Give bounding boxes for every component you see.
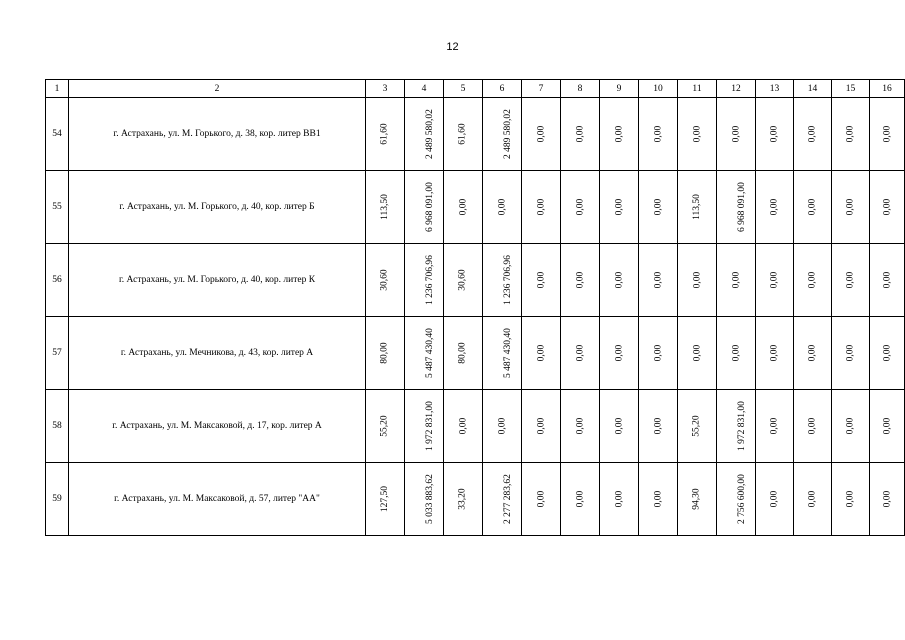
value-text: 0,00 [458, 417, 468, 435]
value-cell [366, 244, 405, 317]
table-row [46, 98, 905, 171]
value-text: 30,60 [458, 269, 468, 291]
value-cell [678, 390, 717, 463]
value-text: 0,00 [845, 125, 856, 143]
value-cell [717, 463, 756, 536]
value-cell [794, 463, 832, 536]
value-cell [756, 171, 794, 244]
value-text: 127,50 [380, 485, 390, 513]
value-text: 0,00 [536, 125, 546, 143]
column-header: 11 [678, 80, 717, 98]
value-text: 0,00 [882, 344, 892, 362]
value-cell [522, 317, 561, 390]
value-text: 0,00 [769, 490, 780, 508]
value-text: 0,00 [536, 198, 546, 216]
value-text: 0,00 [653, 417, 663, 435]
value-text: 0,00 [807, 271, 818, 289]
value-text: 1 972 831,00 [736, 401, 747, 451]
column-header: 9 [600, 80, 639, 98]
value-cell [832, 390, 870, 463]
column-header: 1 [46, 80, 69, 98]
value-text: 6 968 091,00 [736, 182, 747, 232]
value-text: 0,00 [614, 417, 624, 435]
value-cell [756, 244, 794, 317]
value-text: 80,00 [458, 342, 468, 364]
value-text: 6 968 091,00 [424, 182, 435, 232]
value-cell [600, 171, 639, 244]
column-header: 8 [561, 80, 600, 98]
value-cell [717, 317, 756, 390]
value-text: 0,00 [536, 344, 546, 362]
value-cell [405, 98, 444, 171]
value-cell [832, 317, 870, 390]
value-cell [366, 463, 405, 536]
value-cell [600, 244, 639, 317]
value-cell [444, 98, 483, 171]
value-text: 0,00 [575, 271, 585, 289]
value-cell [483, 463, 522, 536]
value-cell [639, 463, 678, 536]
table-row [46, 244, 905, 317]
value-text: 0,00 [614, 125, 624, 143]
value-cell [561, 390, 600, 463]
value-cell [756, 98, 794, 171]
value-text: 0,00 [769, 417, 780, 435]
value-text: 0,00 [575, 490, 585, 508]
value-text: 0,00 [497, 198, 507, 216]
value-text: 1 236 706,96 [424, 255, 435, 305]
address-cell: г. Астрахань, ул. М. Горького, д. 40, кор. литер К [69, 244, 366, 317]
value-text: 0,00 [614, 490, 624, 508]
value-text: 61,60 [458, 123, 468, 145]
value-text: 0,00 [845, 490, 856, 508]
value-text: 0,00 [731, 125, 741, 143]
value-text: 0,00 [882, 490, 892, 508]
column-header: 12 [717, 80, 756, 98]
address-cell: г. Астрахань, ул. М. Максаковой, д. 17, кор. литер А [69, 390, 366, 463]
value-text: 55,20 [692, 415, 702, 437]
value-text: 0,00 [614, 271, 624, 289]
value-cell [794, 171, 832, 244]
table-row [46, 317, 905, 390]
value-cell [870, 171, 905, 244]
value-text: 0,00 [575, 198, 585, 216]
address-cell: г. Астрахань, ул. М. Горького, д. 38, кор. литер ВВ1 [69, 98, 366, 171]
value-text: 0,00 [536, 490, 546, 508]
column-header: 2 [69, 80, 366, 98]
value-cell [794, 390, 832, 463]
value-cell [717, 244, 756, 317]
value-text: 0,00 [769, 198, 780, 216]
value-text: 2 489 580,02 [502, 109, 513, 159]
value-cell [832, 98, 870, 171]
column-header: 15 [832, 80, 870, 98]
value-cell [870, 390, 905, 463]
address-cell: г. Астрахань, ул. Мечникова, д. 43, кор. литер А [69, 317, 366, 390]
column-header: 3 [366, 80, 405, 98]
value-text: 0,00 [807, 417, 818, 435]
value-text: 0,00 [575, 344, 585, 362]
row-number: 57 [46, 317, 69, 390]
value-cell [678, 98, 717, 171]
value-cell [678, 244, 717, 317]
value-cell [366, 171, 405, 244]
value-cell [639, 317, 678, 390]
column-header: 14 [794, 80, 832, 98]
value-cell [483, 317, 522, 390]
value-text: 0,00 [882, 125, 892, 143]
value-cell [870, 463, 905, 536]
value-cell [600, 463, 639, 536]
value-text: 0,00 [882, 271, 892, 289]
value-text: 0,00 [882, 198, 892, 216]
value-cell [756, 463, 794, 536]
column-header: 10 [639, 80, 678, 98]
value-text: 0,00 [692, 344, 702, 362]
value-cell [832, 463, 870, 536]
value-text: 2 489 580,02 [424, 109, 435, 159]
row-number: 59 [46, 463, 69, 536]
column-header: 7 [522, 80, 561, 98]
value-cell [600, 390, 639, 463]
column-header: 13 [756, 80, 794, 98]
value-cell [678, 463, 717, 536]
value-cell [639, 98, 678, 171]
value-text: 94,30 [692, 488, 702, 510]
value-cell [483, 244, 522, 317]
value-text: 0,00 [845, 344, 856, 362]
value-text: 0,00 [575, 417, 585, 435]
value-cell [444, 463, 483, 536]
value-cell [483, 390, 522, 463]
value-cell [756, 390, 794, 463]
value-text: 0,00 [653, 198, 663, 216]
value-text: 0,00 [653, 125, 663, 143]
value-text: 0,00 [692, 271, 702, 289]
value-cell [366, 98, 405, 171]
value-cell [561, 98, 600, 171]
row-number: 55 [46, 171, 69, 244]
value-text: 0,00 [769, 344, 780, 362]
row-number: 56 [46, 244, 69, 317]
value-cell [832, 171, 870, 244]
value-cell [366, 390, 405, 463]
value-cell [678, 317, 717, 390]
row-number: 54 [46, 98, 69, 171]
value-cell [639, 390, 678, 463]
value-text: 0,00 [536, 417, 546, 435]
value-text: 0,00 [769, 271, 780, 289]
value-text: 0,00 [845, 198, 856, 216]
value-cell [522, 244, 561, 317]
column-number-row [46, 80, 905, 98]
value-cell [522, 463, 561, 536]
value-text: 80,00 [380, 342, 390, 364]
value-text: 5 487 430,40 [502, 328, 513, 378]
value-cell [405, 244, 444, 317]
value-text: 0,00 [882, 417, 892, 435]
table-row [46, 463, 905, 536]
value-cell [717, 171, 756, 244]
column-header: 5 [444, 80, 483, 98]
value-cell [444, 390, 483, 463]
value-cell [639, 244, 678, 317]
value-text: 5 487 430,40 [424, 328, 435, 378]
value-cell [870, 244, 905, 317]
value-text: 0,00 [807, 125, 818, 143]
value-text: 5 033 883,62 [424, 474, 435, 524]
value-cell [522, 171, 561, 244]
value-cell [870, 317, 905, 390]
value-cell [561, 244, 600, 317]
column-header: 4 [405, 80, 444, 98]
value-text: 0,00 [807, 490, 818, 508]
value-cell [717, 390, 756, 463]
value-cell [483, 98, 522, 171]
value-cell [522, 390, 561, 463]
value-text: 30,60 [380, 269, 390, 291]
value-cell [561, 317, 600, 390]
value-cell [405, 317, 444, 390]
value-text: 0,00 [845, 417, 856, 435]
value-cell [794, 317, 832, 390]
value-text: 113,50 [380, 194, 390, 220]
value-text: 55,20 [380, 415, 390, 437]
value-text: 0,00 [845, 271, 856, 289]
value-cell [794, 98, 832, 171]
row-number: 58 [46, 390, 69, 463]
value-cell [678, 171, 717, 244]
table-row [46, 390, 905, 463]
value-cell [483, 171, 522, 244]
address-cell: г. Астрахань, ул. М. Максаковой, д. 57, литер "АА" [69, 463, 366, 536]
value-cell [600, 98, 639, 171]
value-cell [405, 171, 444, 244]
value-text: 0,00 [614, 198, 624, 216]
value-cell [561, 463, 600, 536]
value-cell [756, 317, 794, 390]
value-cell [832, 244, 870, 317]
value-text: 2 277 283,62 [502, 474, 513, 524]
value-text: 0,00 [653, 490, 663, 508]
value-cell [366, 317, 405, 390]
column-header: 16 [870, 80, 905, 98]
page-number: 12 [446, 41, 459, 53]
value-text: 2 756 600,00 [736, 474, 747, 524]
value-text: 0,00 [807, 198, 818, 216]
value-text: 1 972 831,00 [424, 401, 435, 451]
value-text: 0,00 [575, 125, 585, 143]
column-header: 6 [483, 80, 522, 98]
register-table [45, 79, 905, 536]
value-cell [405, 390, 444, 463]
value-text: 33,20 [458, 488, 468, 510]
value-text: 0,00 [614, 344, 624, 362]
value-text: 113,50 [692, 194, 702, 220]
value-text: 0,00 [769, 125, 780, 143]
value-text: 0,00 [497, 417, 507, 435]
value-text: 0,00 [458, 198, 468, 216]
value-cell [405, 463, 444, 536]
value-text: 0,00 [731, 344, 741, 362]
value-cell [444, 317, 483, 390]
value-cell [444, 244, 483, 317]
value-text: 0,00 [653, 271, 663, 289]
value-cell [639, 171, 678, 244]
value-cell [600, 317, 639, 390]
value-cell [794, 244, 832, 317]
value-text: 1 236 706,96 [502, 255, 513, 305]
value-text: 0,00 [536, 271, 546, 289]
value-cell [717, 98, 756, 171]
value-cell [522, 98, 561, 171]
value-text: 0,00 [653, 344, 663, 362]
table-row [46, 171, 905, 244]
value-cell [870, 98, 905, 171]
value-cell [444, 171, 483, 244]
address-cell: г. Астрахань, ул. М. Горького, д. 40, кор. литер Б [69, 171, 366, 244]
value-text: 0,00 [807, 344, 818, 362]
value-text: 0,00 [731, 271, 741, 289]
value-text: 61,60 [380, 123, 390, 145]
value-cell [561, 171, 600, 244]
value-text: 0,00 [692, 125, 702, 143]
